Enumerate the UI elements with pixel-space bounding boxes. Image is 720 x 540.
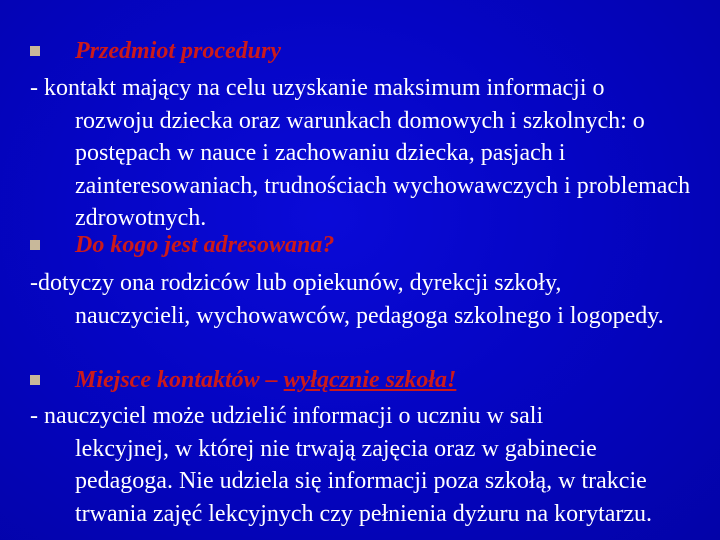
body-lead-2: -dotyczy ona rodziców lub opiekunów, dyrekcji szkoły, [30,270,562,296]
section-body-3 [30,400,700,530]
section-heading-1 [0,35,720,67]
heading-prefix-3: Miejsce kontaktów – [75,367,284,393]
section-body-2 [30,267,700,332]
body-rest-2: nauczycieli, wychowawców, pedagoga szkolnego i logopedy. [75,302,664,329]
body-lead-3: - nauczyciel może udzielić informacji o uczniu w sali [30,403,544,429]
body-lead-1: - kontakt mający na celu uzyskanie maksimum informacji o [30,75,605,101]
square-bullet-icon [30,375,40,385]
heading-text-3 [75,364,456,396]
section-body-1 [30,72,700,235]
body-rest-1: rozwoju dziecka oraz warunkach domowych i szkolnych: o postępach w nauce i zachowaniu dziecka, pasjach i zainteresowaniach, trudnościach wychowawczych i problemach zdrowotnych. [75,107,691,231]
heading-emphasis-3: wyłącznie szkoła! [283,367,457,393]
heading-text-1: Przedmiot procedury [75,38,281,64]
square-bullet-icon [30,240,40,250]
square-bullet-icon [30,46,40,56]
heading-text-2: Do kogo jest adresowana? [75,232,335,258]
body-rest-3: lekcyjnej, w której nie trwają zajęcia oraz w gabinecie pedagoga. Nie udziela się informacji poza szkołą, w trakcie trwania zajęć lekcyjnych czy pełnienia dyżuru na korytarzu. [75,435,653,527]
section-heading-3 [0,364,720,396]
section-heading-2 [0,229,720,261]
